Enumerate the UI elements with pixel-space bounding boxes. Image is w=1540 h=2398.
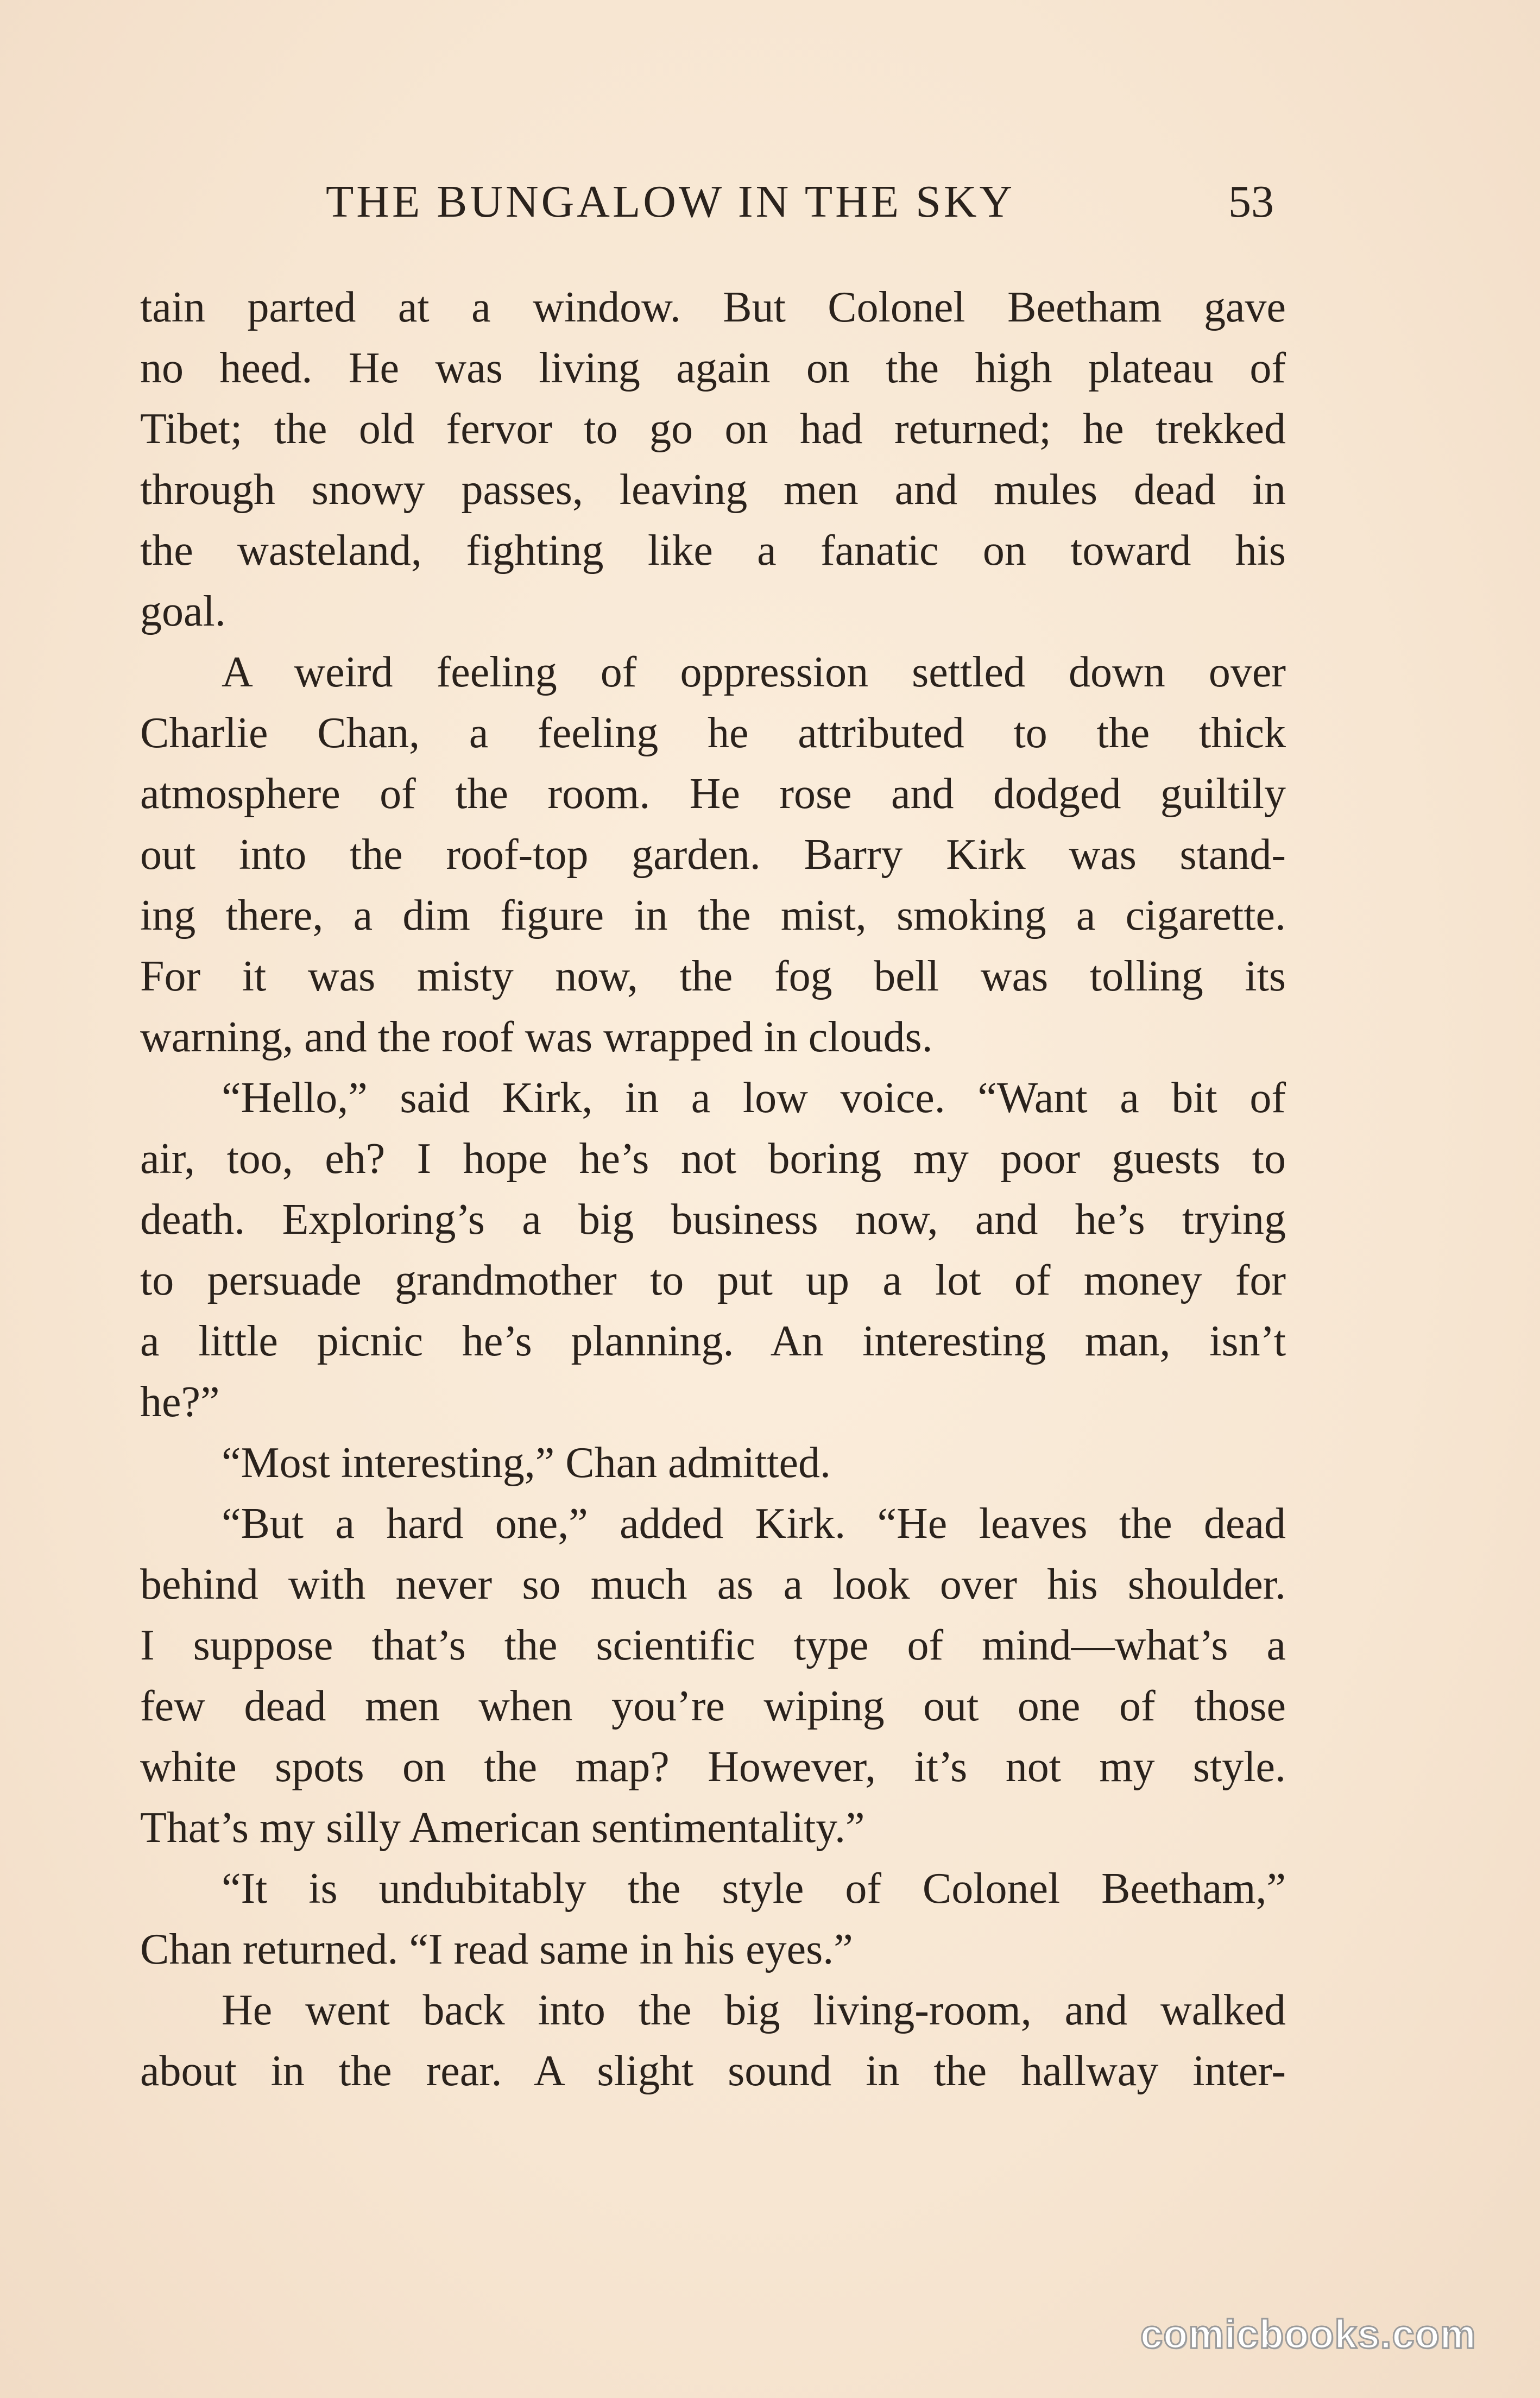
text-line: he?”: [140, 1378, 220, 1426]
text-line: behind with never so much as a look over his shoulder.: [140, 1561, 1286, 1608]
text-line: “Most interesting,” Chan admitted.: [222, 1439, 831, 1487]
text-line: warning, and the roof was wrapped in clouds.: [140, 1013, 933, 1061]
text-line: Tibet; the old fervor to go on had returned; he trekked: [140, 405, 1286, 453]
text-line: white spots on the map? However, it’s not my style.: [140, 1743, 1286, 1791]
text-line: air, too, eh? I hope he’s not boring my poor guests to: [140, 1135, 1286, 1183]
text-line: goal.: [140, 588, 226, 635]
text-line: atmosphere of the room. He rose and dodged guiltily: [140, 770, 1286, 818]
text-line: “It is undubitably the style of Colonel Beetham,”: [222, 1865, 1286, 1913]
text-line: to persuade grandmother to put up a lot of money for: [140, 1257, 1286, 1304]
text-line: through snowy passes, leaving men and mules dead in: [140, 466, 1286, 514]
text-line: out into the roof-top garden. Barry Kirk was stand-: [140, 831, 1286, 879]
text-line: He went back into the big living-room, and walked: [222, 1986, 1286, 2034]
watermark-logo: comicbooks.com: [1140, 2312, 1476, 2357]
text-line: tain parted at a window. But Colonel Beetham gave: [140, 283, 1286, 331]
text-line: the wasteland, fighting like a fanatic on toward his: [140, 527, 1286, 575]
text-line: death. Exploring’s a big business now, and he’s trying: [140, 1196, 1286, 1244]
text-line: Chan returned. “I read same in his eyes.”: [140, 1926, 853, 1973]
text-line: ing there, a dim figure in the mist, smoking a cigarette.: [140, 892, 1286, 939]
text-line: about in the rear. A slight sound in the hallway inter-: [140, 2047, 1286, 2095]
text-line: That’s my silly American sentimentality.”: [140, 1804, 865, 1852]
body-text: [140, 277, 1286, 2102]
page-number: 53: [1228, 176, 1274, 227]
text-line: Charlie Chan, a feeling he attributed to the thick: [140, 709, 1286, 757]
text-line: a little picnic he’s planning. An interesting man, isn’t: [140, 1317, 1286, 1365]
text-line: “But a hard one,” added Kirk. “He leaves the dead: [222, 1500, 1286, 1548]
text-line: A weird feeling of oppression settled down over: [222, 648, 1286, 696]
running-title: THE BUNGALOW IN THE SKY: [326, 176, 1015, 227]
text-line: I suppose that’s the scientific type of mind—what’s a: [140, 1621, 1286, 1669]
text-line: For it was misty now, the fog bell was tolling its: [140, 952, 1286, 1000]
text-line: “Hello,” said Kirk, in a low voice. “Want a bit of: [222, 1074, 1286, 1122]
text-line: few dead men when you’re wiping out one of those: [140, 1682, 1286, 1730]
text-line: no heed. He was living again on the high plateau of: [140, 344, 1286, 392]
